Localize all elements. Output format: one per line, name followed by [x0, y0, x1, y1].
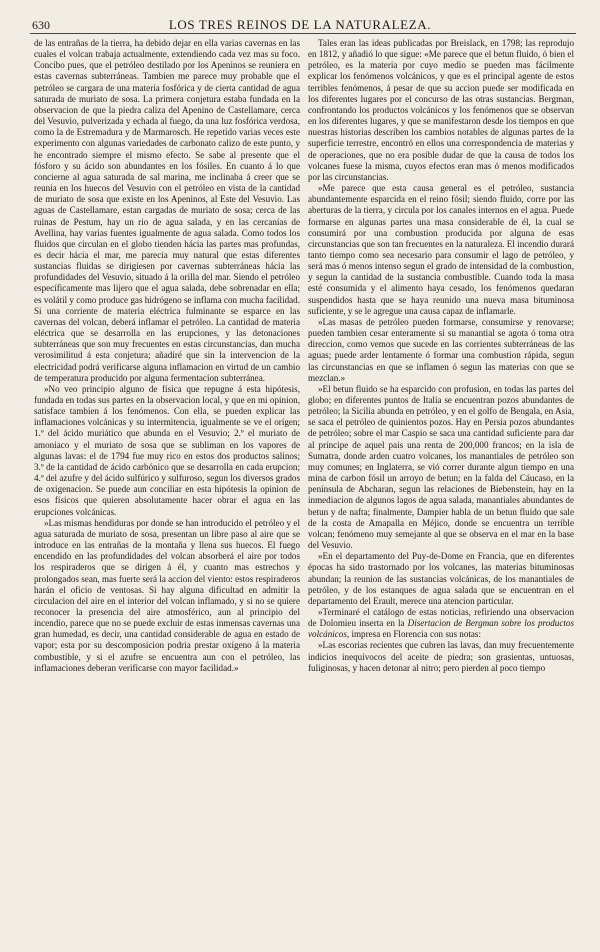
paragraph: »Las escorias recientes que cubren las lavas, dan muy frecuentemente indicios inequívocos del aceite de piedra; son grasientas, untuosas, fuliginosas, y hacen detonar al nitro; pero pierden al poco tiempo: [308, 640, 574, 673]
paragraph: »Las masas de petróleo pueden formarse, consumirse y renovarse; pueden tambien cesar enteramente si su manantial se agota ó toma otra direccion, como vemos que sucede en las corrientes subterráneas de las aguas; puede arder lentamente ó formar una combustion rápida, segun las circunstancias en que se inflamen ó segun las materias con que se mezclan.»: [308, 316, 574, 383]
header-rule: [30, 33, 576, 34]
page-header: [22, 14, 578, 34]
running-title: LOS TRES REINOS DE LA NATURALEZA.: [168, 17, 432, 32]
paragraph-lead: »Terminaré el catálogo de estas noticias, refiriendo una observacion de Dolomieu inserta en la: [308, 606, 574, 629]
paragraph: »El betun fluido se ha esparcido con profusion, en todas las partes del globo; en diferentes puntos de Italia se encuentran pozos abundantes de petróleo; la Sicilia abunda en petróleo, y en el golfo de Bengala, en Asia, se saca el petróleo de quinientos pozos. Hay en Persia pozos abundantes de petróleo; sobre el mar Caspio se saca una cantidad suficiente para dar al príncipe de aquel pais una renta de 200,000 francos; en la isla de Sumatra, donde arden cuatro volcanes, los manantiales de petróleo son muy comunes; en Inglaterra, se vió correr durante algun tiempo en una mina de carbon fósil un arroyo de betun; en la falda del Cáucaso, en la península de Abcharan, segun las relaciones de Biebenstein, hay en la inmediacion de algunos lagos de agua salada, manantiales abundantes de betun y de nafta; finalmente, Dampier habla de un betun fluido que sale de la costa de Amapalla en Méjico, donde se encuentra un terrible volcan; fenómeno muy semejante al que se observa en el mar en la base del Vesuvio.: [308, 383, 574, 551]
page-number: 630: [32, 18, 50, 32]
paragraph: »En el departamento del Puy-de-Dome en Francia, que en diferentes épocas ha sido trastornado por los volcanes, las materias bituminosas abundan; la reunion de las sustancias volcánicas, de los manantiales de petróleo, y de los estanques de agua salada que se encuentran en el departamento del Erault, merece una atencion particular.: [308, 551, 574, 606]
paragraph: de las entrañas de la tierra, ha debido dejar en ella varias cavernas en las cuales el volcan trabaja actualmente, extendiendo cada vez mas su foco. Concibo pues, que el petróleo destilado por los Apeninos se reuniera en estas cavernas subterráneas. Tambien me parece muy probable que el petróleo se cargara de una materia fosfórica y de cierta cantidad de agua saturada de muriato de sosa. La primera conjetura estaba fundada en la observacion de que la piedra caliza del Apenino de Castellamare, cerca del Vesuvio, pulverizada y echada al fuego, da una luz fosfórica verdosa, como la de Estremadura y de Marmarosch. He repetido varias veces este experimento con algunas variedades de carbonato calizo de este punto, y he encontrado siempre el mismo efecto. Se sabe al presente que el fósforo y su ácido son abundantes en los fósiles. En cuanto á lo que concierne al agua saturada de sal marina, me inclinaba á creer que se reunia en los huecos del Vesuvio con el petróleo en vista de la cantidad de muriato de sosa que existe en los Apeninos, al Este del Vesuvio. Las aguas de Castellamare, estan cargadas de muriato de sosa; cerca de las ruinas de Pestum, hay un rio de agua salada, y en las cercanías de Avellina, hay varias fuentes igualmente de agua salada. Como todos los fluidos que circulan en el globo tienden hácia las partes mas profundas, es decir hácia el mar, me parecia muy natural que estas diferentes sustancias fluidas se dirigiesen por cavernas subterráneas hácia las profundidades del Vesuvio, situado á la orilla del mar. Siendo el petróleo específicamente mas lijero que el agua salada, debe sobrenadar en ella; es volátil y como produce gas hidrógeno se inflama con mucha facilidad. Si una corriente de materia eléctrica fulminante se esparce en las cavernas del volcan, deberá inflamar el petróleo. La cantidad de materia eléctrica que se desarrolla en las erupciones, y las detonaciones subterráneas que son muy frecuentes en estas circunstancias, dan mucha verosimilitud á esta conjetura; añadiré que sin la intervencion de la electricidad podrá verificarse alguna inflamacion en virtud de un cambio de temperatura producido por alguna fermentacion subterránea.: [34, 38, 300, 383]
paragraph: »Me parece que esta causa general es el petróleo, sustancia abundantemente esparcida en el reino fósil; siendo fluido, corre por las aberturas de la tierra, y circula por los canales internos en el agua. Puede formarse en algunas partes una masa considerable de él, la cual se consumirá por una combustion producida por alguna de esas circunstancias que son tan frecuentes en la naturaleza. El incendio durará tanto tiempo como sea necesario para consumir el lago de petróleo, y será mas ó menos intenso segun el grado de intensidad de la combustion, y segun la cantidad de la sustancia combustible. Cuando toda la masa esté consumida y el alimento haya cesado, los fenómenos quedaran suspendidos hasta que se haya reunido una nueva masa bituminosa suficiente, y se le agregue una causa capaz de inflamarle.: [308, 183, 574, 316]
paragraph-tail: , impresa en Florencia con sus notas:: [346, 629, 481, 640]
left-column: [34, 38, 300, 674]
paragraph: »Las mismas hendiduras por donde se han introducido el petróleo y el agua saturada de muriato de sosa, presentan un libre paso al aire que se introduce en las entrañas de la montaña y llena sus huecos. El fuego encendido en las profundidades del volcan absorberá el aire por todos los respiraderos que se dirigen á él, y cuanto mas estrechos y prolongados sean, mas fuerte será la accion del viento: estos respiraderos harán el oficio de ventosas. Si hay alguna dificultad en admitir la circulacion del aire en el interior del volcan inflamado, y si no se quiere reconocer la presencia del aire atmosférico, aun al principio del incendio, parece que no se puede excluir de estas inmensas cavernas una gran humedad, es decir, una cantidad considerable de agua en estado de vapor; esta por su descomposicion podria prestar oxígeno á la materia combustible, y si el azufre se encuentra aun con el petróleo, las inflamaciones deberan verificarse con mayor facilidad.»: [34, 517, 300, 673]
paragraph: »No veo principio alguno de física que repugne á esta hipótesis, fundada en todas sus partes en la observacion local, y que en mi opinion, satisface tambien á los fenómenos. Con ella, se pueden explicar las inflamaciones volcánicas y su intermitencia, igualmente se ve el orígen; 1.º del ácido muriático que abunda en el Vesuvio; 2.º el muriato de amoniaco y el muriato de sosa que se subliman en los vapores de algunas lavas: el de 1794 fue muy rico en estos dos productos salinos; 3.º de la cantidad de ácido carbónico que se desarrolla en cada erupcion; 4.º del azufre y del ácido sulfúrico y sulfuroso, segun los diversos grados de oxigenacion. Se puede aun conciliar en esta hipótesis la opinion de esos físicos que quieren absolutamente hacer obrar el agua en las erupciones volcánicas.: [34, 383, 300, 517]
paragraph: Tales eran las ideas publicadas por Breislack, en 1798; las reprodujo en 1812, y añadió lo que sigue: «Me parece que el betun fluido, ó bien el petróleo, es la materia por cuyo medio se pueden mas fácilmente explicar los fenómenos volcánicos, y que es el principal agente de estos terribles fenómenos, á pesar de que su accion puede ser modificada en los diferentes lugares por el concurso de las otras sustancias. Bergman, confrontando los productos volcánicos y los fenómenos que se observan en los diferentes lugares, y que se manifestaron desde los tiempos en que nuestras historias describen los cambios notables de algunas partes de la superficie terrestre, encontró en ellos una correspondencia de materias y de operaciones, que no era posible dudar de que la causa de todos los volcanes fuese la misma, cuyos efectos eran mas ó menos modificados por las circunstancias.: [308, 38, 574, 182]
italic-title: Disertacion de Bergman sobre los productos volcánicos: [308, 618, 574, 640]
right-column: [308, 38, 574, 674]
paragraph: [308, 607, 574, 640]
